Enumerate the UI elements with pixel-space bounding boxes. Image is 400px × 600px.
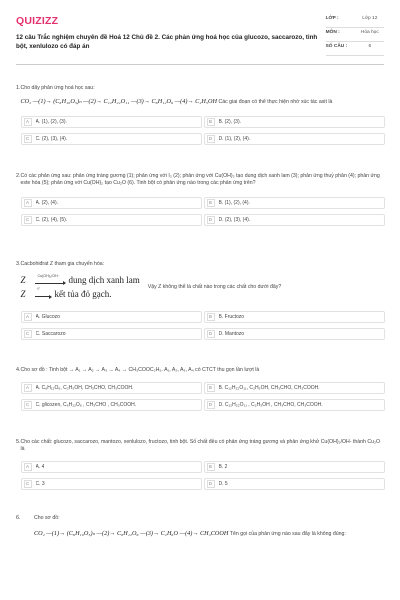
- option-text: B. (1), (2), (4).: [218, 199, 250, 206]
- question-text: Cho sơ đồ:: [34, 515, 60, 521]
- question-4: [16, 367, 384, 427]
- answer-options: [21, 197, 385, 226]
- question-text: Có các phản ứng sau: phản ứng tráng gương (1); phản ứng với I₂ (2); phản ứng với Cu(OH)₂ tạo dung dịch xanh lam (3); phản ứng thuỷ phân (4); phản ứng este hóa (5); phản ứng với Cu(OH)₂ tạo Cu₂O (6). Tinh bột có phản ứng nào trong các phản ứng trên?: [20, 173, 380, 187]
- question-number: 6.: [16, 515, 21, 521]
- chain-row-2: [21, 288, 140, 302]
- option-a[interactable]: [21, 197, 202, 209]
- option-text: B. Fructozo: [218, 313, 245, 320]
- formula-note: Tên gọi của phản ứng nào sau đây là không đúng:: [229, 531, 346, 538]
- question-spacer: [16, 357, 384, 367]
- option-letter: B: [207, 118, 215, 126]
- meta-label: MÔN :: [325, 30, 340, 35]
- option-c[interactable]: [21, 399, 202, 411]
- option-letter: B: [207, 384, 215, 392]
- meta-row-class: [326, 14, 384, 28]
- option-letter: C: [24, 480, 32, 488]
- option-c[interactable]: [21, 133, 202, 145]
- option-text: C. glicozen, C₆H₁₂O₆ , CH₃CHO , CH₃COOH.: [35, 401, 137, 408]
- meta-label: LỚP :: [325, 16, 339, 21]
- option-text: B. (2), (3).: [218, 119, 242, 125]
- option-letter: A: [24, 313, 32, 321]
- option-letter: A: [24, 384, 32, 392]
- option-text: A. C₆H₁₂O₆, C₂H₅OH, CH₃CHO, CH₃COOH.: [35, 384, 134, 391]
- question-body: [21, 439, 385, 507]
- meta-value: Lớp 12: [362, 16, 378, 21]
- option-b[interactable]: [204, 197, 385, 209]
- question-body: [21, 261, 385, 357]
- arrow-label: Cu(OH)₂/OH⁻: [37, 273, 60, 278]
- reaction-arrow: [35, 273, 65, 284]
- option-letter: A: [24, 118, 32, 126]
- question-text: Cho dãy phản ứng hoá học sau:: [20, 85, 95, 91]
- quizizz-logo: QUIZIZZ: [16, 15, 59, 27]
- question-number: 5.: [16, 439, 21, 445]
- option-c[interactable]: [21, 478, 202, 490]
- document-title: 12 câu Trắc nghiệm chuyên đề Hoá 12 Chủ đề 2. Các phản ứng hoá học của glucozo, saccarozo, tinh bột, xenlulozo có đáp án: [16, 34, 318, 50]
- option-letter: D: [207, 480, 215, 488]
- option-text: C. 3: [35, 480, 45, 487]
- option-d[interactable]: [204, 133, 385, 145]
- arrow-label: t°: [37, 287, 40, 292]
- chain-note: Vậy Z không thể là chất nào trong các chất cho dưới đây?: [147, 284, 282, 290]
- option-d[interactable]: [204, 399, 385, 411]
- option-a[interactable]: [21, 382, 202, 394]
- option-text: A. 4: [35, 463, 45, 470]
- option-b[interactable]: [204, 116, 385, 128]
- option-letter: C: [24, 216, 32, 224]
- meta-row-subject: [326, 28, 384, 42]
- option-a[interactable]: [21, 116, 202, 128]
- option-letter: A: [24, 199, 32, 207]
- question-number: 3.: [16, 261, 21, 267]
- question-5: [16, 439, 384, 507]
- chain-reactant: Z: [20, 275, 26, 286]
- header-divider: [16, 64, 384, 65]
- option-letter: C: [24, 135, 32, 143]
- option-text: D. (1), (2), (4).: [218, 136, 251, 142]
- option-d[interactable]: [204, 478, 385, 490]
- formula-text: CO₂ —(1)→ (C₆H₁₀O₅)ₙ —(2)→ C₆H₁₂O₆ —(3)→ C₂H₆O —(4)→ CH₃COOH: [34, 530, 229, 538]
- option-a[interactable]: [21, 461, 202, 473]
- question-2: [16, 173, 384, 249]
- option-text: D. (2), (3), (4).: [218, 216, 251, 223]
- answer-options: [21, 461, 385, 490]
- option-letter: D: [207, 216, 215, 224]
- option-letter: B: [207, 199, 215, 207]
- option-text: B. 2: [218, 463, 228, 470]
- option-a[interactable]: [21, 311, 202, 323]
- reaction-arrow: [35, 287, 51, 297]
- answer-options: [21, 311, 385, 340]
- meta-value: 6: [368, 44, 372, 49]
- option-text: A. (2), (4).: [35, 199, 59, 206]
- option-letter: C: [24, 401, 32, 409]
- question-number: 4.: [16, 367, 21, 373]
- option-text: D. C₁₂H₂₂O₁₁ , C₂H₅OH , CH₃CHO, CH₃COOH.: [218, 401, 323, 408]
- option-text: B. C₁₂H₂₂O₁₁, C₂H₅OH, CH₃CHO, CH₃COOH.: [218, 384, 320, 391]
- option-b[interactable]: [204, 461, 385, 473]
- answer-options: [21, 116, 385, 145]
- question-text: Cho sơ đồ : Tinh bột → A₁ → A₂ → A₃ → A₄ → CH₃COOC₂H₅. A₁, A₂, A₃, A₄ có CTCT thu gọn lần lượt là: [20, 367, 260, 373]
- question-body: [21, 173, 385, 249]
- question-formula: [21, 98, 385, 106]
- option-text: A. (1), (2), (3).: [35, 119, 67, 125]
- option-c[interactable]: [21, 328, 202, 340]
- chain-product: dung dịch xanh lam: [68, 275, 140, 286]
- conversion-chain: [21, 274, 140, 301]
- option-letter: A: [24, 463, 32, 471]
- question-number: 2.: [16, 173, 21, 179]
- option-letter: D: [207, 330, 215, 338]
- header: [16, 14, 384, 56]
- chain-reactant: Z: [20, 288, 26, 299]
- option-text: C. (2), (4), (5).: [35, 216, 68, 223]
- option-letter: D: [207, 135, 215, 143]
- option-d[interactable]: [204, 214, 385, 226]
- question-3: [16, 261, 384, 357]
- question-text: Cho các chất: glucozo, saccarozo, mantozo, xenlulozo, fructozo, tinh bột. Số chất đều có phản ứng tráng gương và phản ứng khử Cu(OH)₂/OH- thành Cu₂O là: [20, 439, 381, 453]
- option-text: D. Mantozo: [218, 330, 245, 337]
- option-text: C. Saccarozo: [35, 330, 66, 337]
- meta-row-count: [326, 42, 384, 56]
- formula-text: CO₂ —(1)→ (C₆H₁₀O₅)ₙ —(2)→ C₁₂H₂₂O₁₁ —(3)→ C₆H₁₂O₆ —(4)→ C₂H₅OH: [20, 98, 217, 106]
- option-text: D. 5: [218, 480, 228, 487]
- option-d[interactable]: [204, 328, 385, 340]
- question-body: [34, 515, 384, 565]
- question-spacer: [16, 507, 384, 515]
- meta-box: [326, 14, 384, 56]
- option-b[interactable]: [204, 311, 385, 323]
- formula-note: Các giai đoạn có thể thực hiện nhờ xúc tác axit là: [218, 99, 333, 106]
- question-spacer: [16, 427, 384, 439]
- option-letter: D: [207, 401, 215, 409]
- chain-row-1: [21, 274, 140, 288]
- question-1: [16, 85, 384, 159]
- question-spacer: [16, 249, 384, 261]
- meta-value: Hóa học: [360, 30, 379, 35]
- answer-options: [21, 382, 385, 411]
- option-c[interactable]: [21, 214, 202, 226]
- header-left: [16, 14, 326, 52]
- question-list: [16, 85, 384, 565]
- question-formula: [34, 530, 384, 538]
- option-letter: B: [207, 463, 215, 471]
- chain-product: kết tủa đỏ gạch.: [54, 288, 112, 299]
- option-text: C. (2), (3), (4).: [35, 136, 68, 142]
- question-6: [16, 515, 384, 565]
- option-b[interactable]: [204, 382, 385, 394]
- meta-label: SỐ CÂU :: [325, 44, 348, 49]
- question-number: 1.: [16, 85, 21, 91]
- conversion-block: [21, 274, 385, 301]
- question-body: [21, 367, 385, 427]
- question-body: [21, 85, 385, 159]
- question-spacer: [16, 159, 384, 173]
- option-text: A. Glucozo: [35, 313, 60, 320]
- option-letter: B: [207, 313, 215, 321]
- option-letter: C: [24, 330, 32, 338]
- question-text: Cacbohiđrat Z tham gia chuyển hóa:: [20, 261, 105, 267]
